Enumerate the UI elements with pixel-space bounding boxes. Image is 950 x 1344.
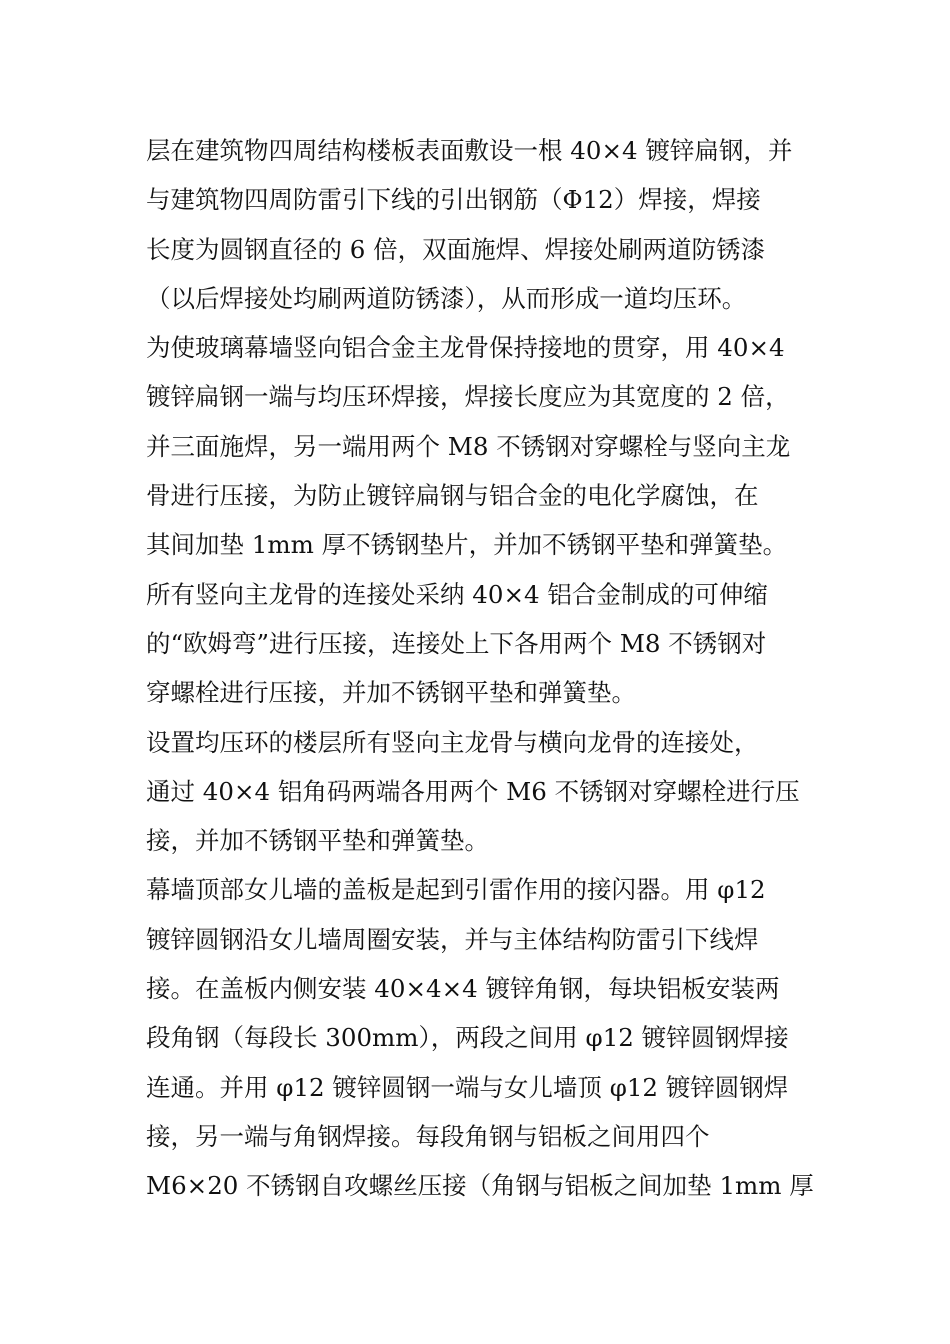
text-line: 为使玻璃幕墙竖向铝合金主龙骨保持接地的贯穿，用 40×4 — [146, 333, 785, 363]
text-line: 其间加垫 1mm 厚不锈钢垫片，并加不锈钢平垫和弹簧垫。 — [146, 530, 788, 560]
text-line: 接，另一端与角钢焊接。每段角钢与铝板之间用四个 — [146, 1121, 710, 1151]
text-line: 接。在盖板内侧安装 40×4×4 镀锌角钢，每块铝板安装两 — [146, 974, 780, 1004]
text-line: 设置均压环的楼层所有竖向主龙骨与横向龙骨的连接处， — [146, 727, 759, 757]
text-line: 层在建筑物四周结构楼板表面敷设一根 40×4 镀锌扁钢，并 — [146, 136, 793, 165]
text-line: 的“欧姆弯”进行压接，连接处上下各用两个 M8 不锈钢对 — [146, 628, 767, 658]
text-line: 幕墙顶部女儿墙的盖板是起到引雷作用的接闪器。用 φ12 — [146, 875, 766, 905]
text-line: 与建筑物四周防雷引下线的引出钢筋（Φ12）焊接，焊接 — [146, 185, 761, 215]
text-line: 镀锌扁钢一端与均压环焊接，焊接长度应为其宽度的 2 倍， — [146, 382, 790, 412]
text-line: 并三面施焊，另一端用两个 M8 不锈钢对穿螺栓与竖向主龙 — [146, 431, 791, 461]
text-line: 通过 40×4 铝角码两端各用两个 M6 不锈钢对穿螺栓进行压 — [146, 776, 800, 806]
text-line: M6×20 不锈钢自攻螺丝压接（角钢与铝板之间加垫 1mm 厚 — [146, 1171, 814, 1201]
body-text — [146, 126, 814, 1211]
text-line: 穿螺栓进行压接，并加不锈钢平垫和弹簧垫。 — [146, 678, 636, 708]
text-line: 段角钢（每段长 300mm），两段之间用 φ12 镀锌圆钢焊接 — [146, 1023, 789, 1053]
text-line: 镀锌圆钢沿女儿墙周圈安装，并与主体结构防雷引下线焊 — [146, 924, 759, 954]
text-line: 连通。并用 φ12 镀锌圆钢一端与女儿墙顶 φ12 镀锌圆钢焊 — [146, 1072, 789, 1102]
text-line: 长度为圆钢直径的 6 倍，双面施焊、焊接处刷两道防锈漆 — [146, 234, 766, 264]
text-line: 所有竖向主龙骨的连接处采纳 40×4 铝合金制成的可伸缩 — [146, 579, 768, 609]
text-line: （以后焊接处均刷两道防锈漆），从而形成一道均压环。 — [146, 283, 747, 313]
text-line: 骨进行压接，为防止镀锌扁钢与铝合金的电化学腐蚀，在 — [146, 481, 759, 511]
text-line: 接，并加不锈钢平垫和弹簧垫。 — [146, 826, 489, 856]
